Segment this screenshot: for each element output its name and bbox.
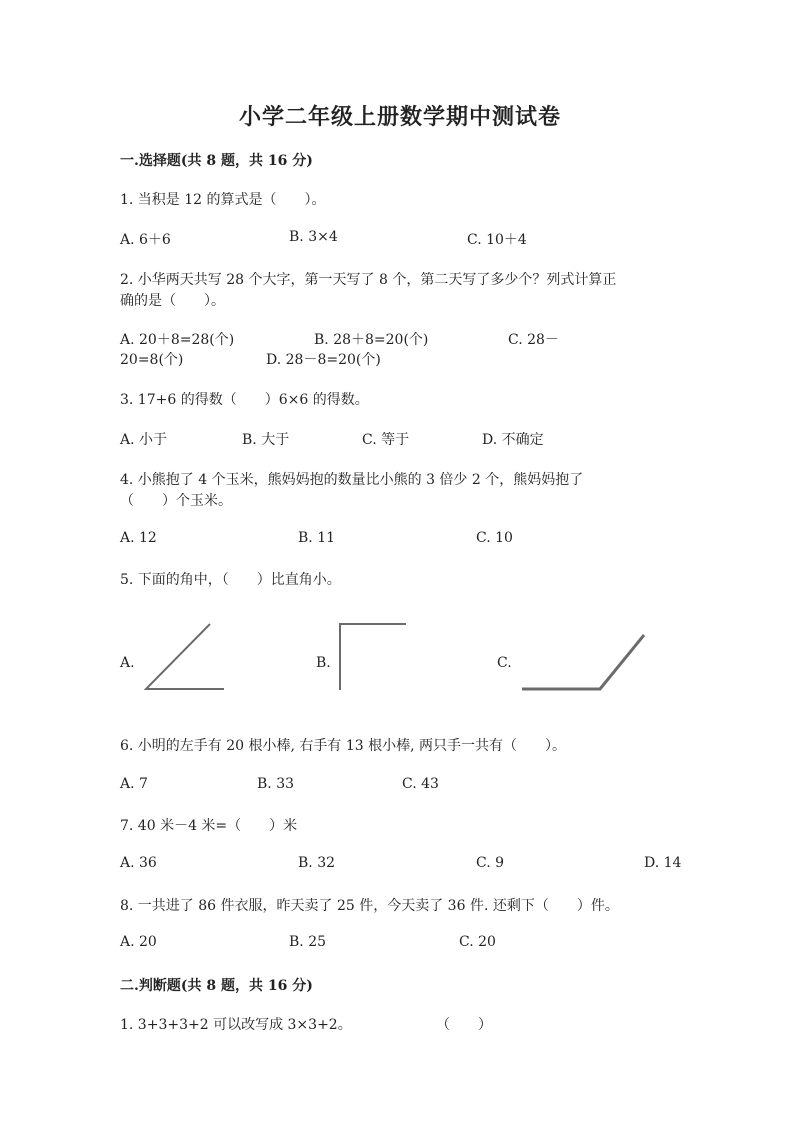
question-6-option-c: C. 43 <box>402 776 439 792</box>
question-2-option-c: C. 28－ <box>508 332 559 348</box>
question-3-option-a: A. 小于 <box>120 432 168 448</box>
page-title: 小学二年级上册数学期中测试卷 <box>238 104 561 130</box>
question-8-option-a: A. 20 <box>120 934 157 950</box>
question-6-option-a: A. 7 <box>120 776 148 792</box>
question-5-option-c: C. <box>497 655 512 671</box>
question-4-option-c: C. 10 <box>476 530 513 546</box>
question-2-option-c-continued: 20=8(个) <box>120 352 184 368</box>
question-7-option-c: C. 9 <box>476 855 505 871</box>
right-angle-figure <box>336 620 411 695</box>
section-heading-choice: 一.选择题(共 8 题，共 16 分) <box>120 153 313 169</box>
question-6-option-b: B. 33 <box>257 776 295 792</box>
question-4-line-1: 4. 小熊抱了 4 个玉米，熊妈妈抱的数量比小熊的 3 倍少 2 个，熊妈妈抱了 <box>120 472 584 488</box>
question-8: 8. 一共进了 86 件衣服，昨天卖了 25 件，今天卖了 36 件. 还剩下（ ）件。 <box>120 898 619 914</box>
question-2-option-b: B. 28＋8=20(个) <box>314 332 429 348</box>
judge-question-1: 1. 3+3+3+2 可以改写成 3×3+2。 <box>120 1017 352 1033</box>
question-5-option-b: B. <box>316 655 331 671</box>
section-heading-judge: 二.判断题(共 8 题，共 16 分) <box>120 978 313 994</box>
question-2-option-a: A. 20＋8=28(个) <box>120 332 235 348</box>
question-4-line-2: （ ）个玉米。 <box>120 493 232 509</box>
question-2-line-2: 确的是（ ）。 <box>120 293 225 309</box>
question-1-option-b: B. 3×4 <box>289 229 338 245</box>
question-2-option-d: D. 28－8=20(个) <box>266 352 381 368</box>
question-2-line-1: 2. 小华两天共写 28 个大字，第一天写了 8 个，第二天写了多少个？列式计算正 <box>120 272 617 288</box>
question-6: 6. 小明的左手有 20 根小棒, 右手有 13 根小棒, 两只手一共有（ ）。 <box>120 738 567 754</box>
question-4-option-b: B. 11 <box>298 530 336 546</box>
judge-question-1-blank: （ ） <box>436 1017 492 1033</box>
question-8-option-b: B. 25 <box>289 934 327 950</box>
question-7-option-a: A. 36 <box>120 855 157 871</box>
question-1: 1. 当积是 12 的算式是（ ）。 <box>120 192 326 208</box>
obtuse-angle-figure <box>518 630 653 695</box>
question-3-option-c: C. 等于 <box>362 432 410 448</box>
question-3-option-b: B. 大于 <box>242 432 290 448</box>
question-3-option-d: D. 不确定 <box>482 432 544 448</box>
question-8-option-c: C. 20 <box>459 934 496 950</box>
question-5: 5. 下面的角中，（ ）比直角小。 <box>120 572 341 588</box>
question-5-option-a: A. <box>120 655 135 671</box>
question-7-option-b: B. 32 <box>298 855 336 871</box>
question-1-option-a: A. 6＋6 <box>120 232 171 248</box>
question-7-option-d: D. 14 <box>644 855 682 871</box>
question-1-option-c: C. 10＋4 <box>467 232 527 248</box>
question-3: 3. 17+6 的得数（ ）6×6 的得数。 <box>120 392 369 408</box>
question-7: 7. 40 米－4 米=（ ）米 <box>120 818 298 834</box>
acute-angle-figure <box>140 620 230 695</box>
question-4-option-a: A. 12 <box>120 530 157 546</box>
